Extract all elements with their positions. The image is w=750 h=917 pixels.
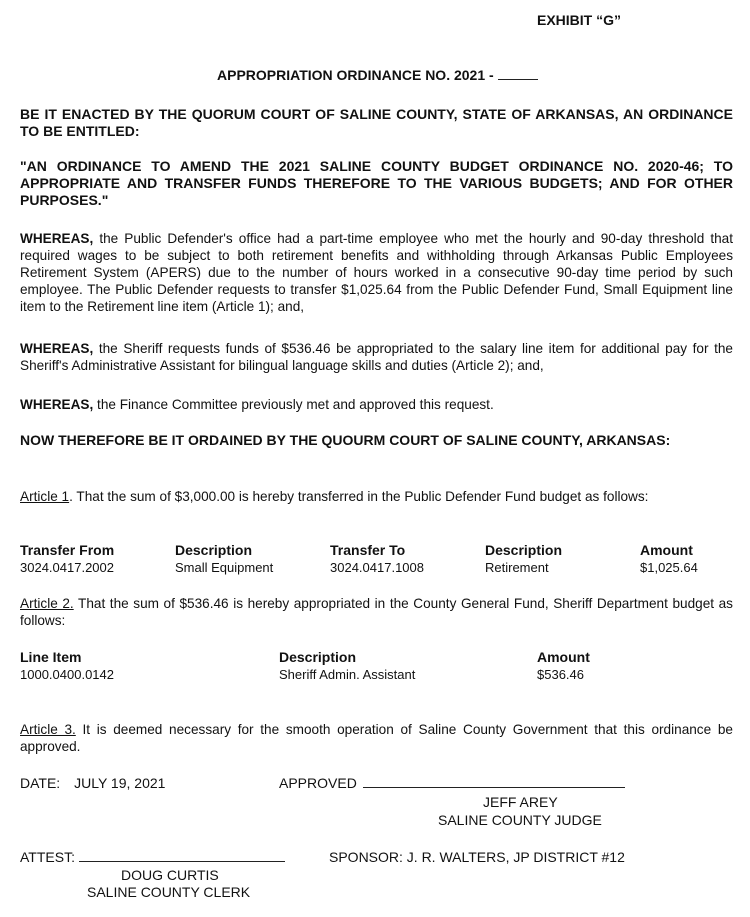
sponsor-line: SPONSOR: J. R. WALTERS, JP DISTRICT #12 (329, 849, 625, 865)
a1-cell-amount: $1,025.64 (640, 560, 698, 575)
a1-cell-transfer-to: 3024.0417.1008 (330, 560, 424, 575)
date-line (20, 775, 165, 791)
a1-cell-description-from: Small Equipment (175, 560, 274, 575)
ordinance-title (217, 67, 538, 83)
approved-label: APPROVED (279, 775, 357, 791)
date-value: JULY 19, 2021 (74, 775, 166, 791)
date-label: DATE: (20, 775, 61, 791)
article-1-label: Article 1 (20, 489, 70, 504)
ordinance-number-blank (498, 67, 538, 80)
judge-signature-line (363, 775, 625, 788)
whereas-clause-2 (20, 340, 733, 374)
a1-header-transfer-from: Transfer From (20, 542, 115, 558)
article-2 (20, 595, 733, 629)
clerk-name: DOUG CURTIS (121, 867, 219, 883)
a1-cell-description-to: Retirement (485, 560, 549, 575)
a2-cell-amount: $536.46 (537, 667, 584, 682)
article-3 (20, 721, 733, 755)
a1-header-amount: Amount (640, 542, 693, 558)
whereas-text: the Public Defender's office had a part-time employee who met the hourly and 90-day threshold that required wages to be subject to both retirement benefits and withholding through Arkansas Public Employees Retirement System (APERS) due to the number of hours worked in a consecutive 90-day time period by such employee. The Public Defender requests to transfer $1,025.64 from the Public Defender Fund, Small Equipment line item to the Retirement line item (Article 1); and, (20, 231, 733, 314)
whereas-clause-1 (20, 230, 733, 315)
a1-header-transfer-to: Transfer To (330, 542, 406, 558)
article-3-label: Article 3. (20, 722, 76, 737)
clerk-title: SALINE COUNTY CLERK (87, 884, 251, 900)
article-1 (20, 488, 733, 505)
approved-line (279, 775, 625, 791)
whereas-text: the Sheriff requests funds of $536.46 be appropriated to the salary line item for additional pay for the Sheriff's Administrative Assistant for bilingual language skills and duties (Article 2); and, (20, 341, 733, 373)
attest-label: ATTEST: (20, 849, 75, 865)
a2-header-description: Description (279, 649, 357, 665)
whereas-clause-3 (20, 396, 733, 413)
a2-cell-description: Sheriff Admin. Assistant (279, 667, 416, 682)
ordinance-title-text: APPROPRIATION ORDINANCE NO. 2021 - (217, 67, 494, 83)
article-1-text: . That the sum of $3,000.00 is hereby transferred in the Public Defender Fund budget as follows: (69, 489, 649, 504)
judge-title: SALINE COUNTY JUDGE (438, 812, 602, 828)
whereas-text: the Finance Committee previously met and approved this request. (93, 397, 494, 412)
whereas-lead: WHEREAS, (20, 341, 94, 356)
a2-header-line-item: Line Item (20, 649, 82, 665)
attest-line (20, 849, 285, 865)
whereas-lead: WHEREAS, (20, 397, 94, 412)
a2-cell-line-item: 1000.0400.0142 (20, 667, 114, 682)
a1-header-description-to: Description (485, 542, 563, 558)
a2-header-amount: Amount (537, 649, 590, 665)
article-2-label: Article 2. (20, 596, 74, 611)
exhibit-label: EXHIBIT “G” (537, 12, 622, 28)
article-3-text: It is deemed necessary for the smooth operation of Saline County Government that this ordinance be approved. (20, 722, 733, 754)
article-2-text: That the sum of $536.46 is hereby appropriated in the County General Fund, Sheriff Department budget as follows: (20, 596, 733, 628)
entitled-clause: "AN ORDINANCE TO AMEND THE 2021 SALINE COUNTY BUDGET ORDINANCE NO. 2020-46; TO APPROPRIATE AND TRANSFER FUNDS THEREFORE TO THE VARIOUS BUDGETS; AND FOR OTHER PURPOSES." (20, 158, 733, 208)
a1-cell-transfer-from: 3024.0417.2002 (20, 560, 114, 575)
whereas-lead: WHEREAS, (20, 231, 94, 246)
judge-name: JEFF AREY (483, 794, 558, 810)
a1-header-description-from: Description (175, 542, 253, 558)
clerk-signature-line (79, 849, 285, 862)
ordained-clause: NOW THEREFORE BE IT ORDAINED BY THE QUOURM COURT OF SALINE COUNTY, ARKANSAS: (20, 432, 671, 448)
enacted-clause: BE IT ENACTED BY THE QUORUM COURT OF SALINE COUNTY, STATE OF ARKANSAS, AN ORDINANCE TO BE ENTITLED: (20, 106, 733, 139)
